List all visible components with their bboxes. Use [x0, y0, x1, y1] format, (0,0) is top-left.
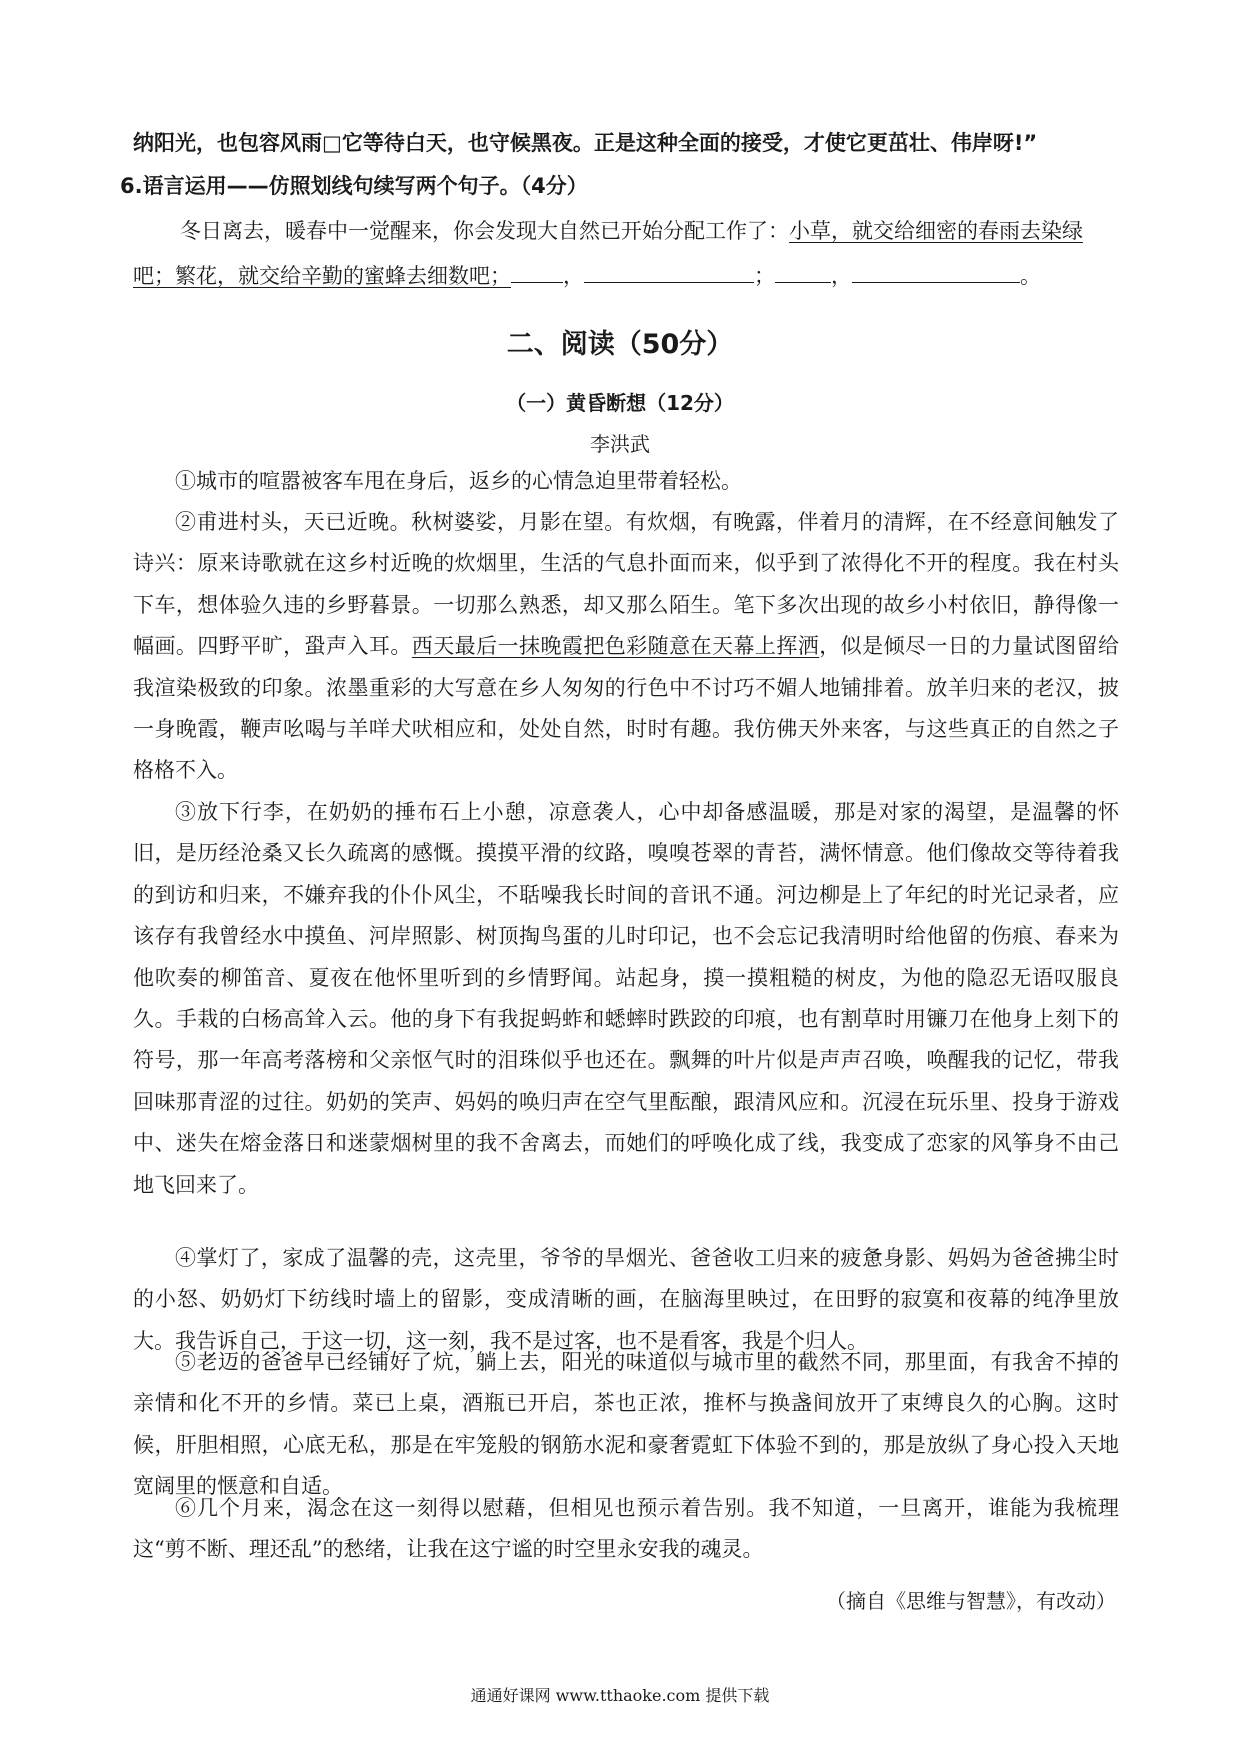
underlined-example-2: 吧；繁花，就交给辛勤的蜜蜂去细数吧；	[133, 264, 511, 288]
answer-blank-3[interactable]	[775, 264, 831, 283]
paragraph-2-text: ②甫进村头，天已近晚。秋树婆娑，月影在望。有炊烟，有晚露，伴着月的清辉，在不经意间触发了诗兴：原来诗歌就在这乡村近晚的炊烟里，生活的气息扑面而来，似乎到了浓得化不开的程度。我在村头下车，想体验久违的乡野暮景。一切那么熟悉，却又那么陌生。笔下多次出现的故乡小村依旧，静得像一幅画。四野平旷，蛩声入耳。	[133, 510, 1119, 659]
answer-blank-4[interactable]	[852, 264, 1020, 283]
answer-blank-2[interactable]	[584, 264, 754, 283]
answer-blank-1[interactable]	[511, 264, 563, 283]
prompt-lead: 冬日离去，暖春中一觉醒来，你会发现大自然已开始分配工作了：	[180, 219, 789, 243]
paragraph-5: ⑤老迈的爸爸早已经铺好了炕，躺上去，阳光的味道似与城市里的截然不同，那里面，有我舍不掉的亲情和化不开的乡情。菜已上桌，酒瓶已开启，茶也正浓，推杯与换盏间放开了束缚良久的心胸。这时候，肝胆相照，心底无私，那是在牢笼般的钢筋水泥和豪奢霓虹下体验不到的，那是放纵了身心投入天地宽阔里的惬意和自适。	[133, 1350, 1119, 1499]
paragraph-2	[133, 502, 1119, 792]
carryover-line: 纳阳光，也包容风雨□它等待白天，也守候黑夜。正是这种全面的接受，才使它更茁壮、伟岸呀!”	[133, 131, 1038, 155]
separator: ；	[754, 264, 775, 288]
source-note: （摘自《思维与智慧》，有改动）	[826, 1589, 1116, 1613]
separator: ，	[831, 264, 852, 288]
separator: ，	[563, 264, 584, 288]
underlined-example-1: 小草，就交给细密的春雨去染绿	[789, 219, 1083, 243]
question-6-prompt-line2	[133, 260, 1041, 290]
paragraph-1: ①城市的喧嚣被客车甩在身后，返乡的心情急迫里带着轻松。	[175, 469, 742, 493]
passage-title: （一）黄昏断想（12分）	[506, 391, 734, 415]
question-6-title: 6.语言运用——仿照划线句续写两个句子。（4分）	[120, 174, 588, 198]
paragraph-2-text: ，似是倾尽一日的力量试图留给我渲染极致的印象。浓墨重彩的大写意在乡人匆匆的行色中不讨巧不媚人地铺排着。放羊归来的老汉，披一身晚霞，鞭声吆喝与羊咩犬吠相应和，处处自然，时时有趣。我仿佛天外来客，与这些真正的自然之子格格不入。	[133, 634, 1120, 783]
passage-author: 李洪武	[590, 432, 650, 456]
footer: 通通好课网 www.tthaoke.com 提供下载	[470, 1686, 770, 1705]
underlined-sentence: 西天最后一抹晚霞把色彩随意在天幕上挥洒	[411, 634, 820, 659]
question-6-prompt-line1	[180, 215, 1083, 245]
paragraph-3: ③放下行李，在奶奶的捶布石上小憩，凉意袭人，心中却备感温暖，那是对家的渴望，是温馨的怀旧，是历经沧桑又长久疏离的感慨。摸摸平滑的纹路，嗅嗅苍翠的青苔，满怀情意。他们像故交等待着我的到访和归来，不嫌弃我的仆仆风尘，不聒噪我长时间的音讯不通。河边柳是上了年纪的时光记录者，应该存有我曾经水中摸鱼、河岸照影、树顶掏鸟蛋的儿时印记，也不会忘记我清明时给他留的伤痕、春来为他吹奏的柳笛音、夏夜在他怀里听到的乡情野闻。站起身，摸一摸粗糙的树皮，为他的隐忍无语叹服良久。手栽的白杨高耸入云。他的身下有我捉蚂蚱和蟋蟀时跌跤的印痕，也有割草时用镰刀在他身上刻下的符号，那一年高考落榜和父亲怄气时的泪珠似乎也还在。飘舞的叶片似是声声召唤，唤醒我的记忆，带我回味那青涩的过往。奶奶的笑声、妈妈的唤归声在空气里酝酿，跟清风应和。沉浸在玩乐里、投身于游戏中、迷失在熔金落日和迷蒙烟树里的我不舍离去，而她们的呼唤化成了线，我变成了恋家的风筝身不由己地飞回来了。	[133, 800, 1119, 1197]
paragraph-4: ④掌灯了，家成了温馨的壳，这壳里，爷爷的旱烟光、爸爸收工归来的疲惫身影、妈妈为爸爸拂尘时的小怒、奶奶灯下纺线时墙上的留影，变成清晰的画，在脑海里映过，在田野的寂寞和夜幕的纯净里放大。我告诉自己，于这一切，这一刻，我不是过客，也不是看客，我是个归人。	[133, 1246, 1119, 1353]
separator: 。	[1020, 264, 1041, 288]
section-heading: 二、阅读（50分）	[506, 329, 734, 360]
paragraph-6: ⑥几个月来，渴念在这一刻得以慰藉，但相见也预示着告别。我不知道，一旦离开，谁能为我梳理这“剪不断、理还乱”的愁绪，让我在这宁谧的时空里永安我的魂灵。	[133, 1496, 1119, 1562]
